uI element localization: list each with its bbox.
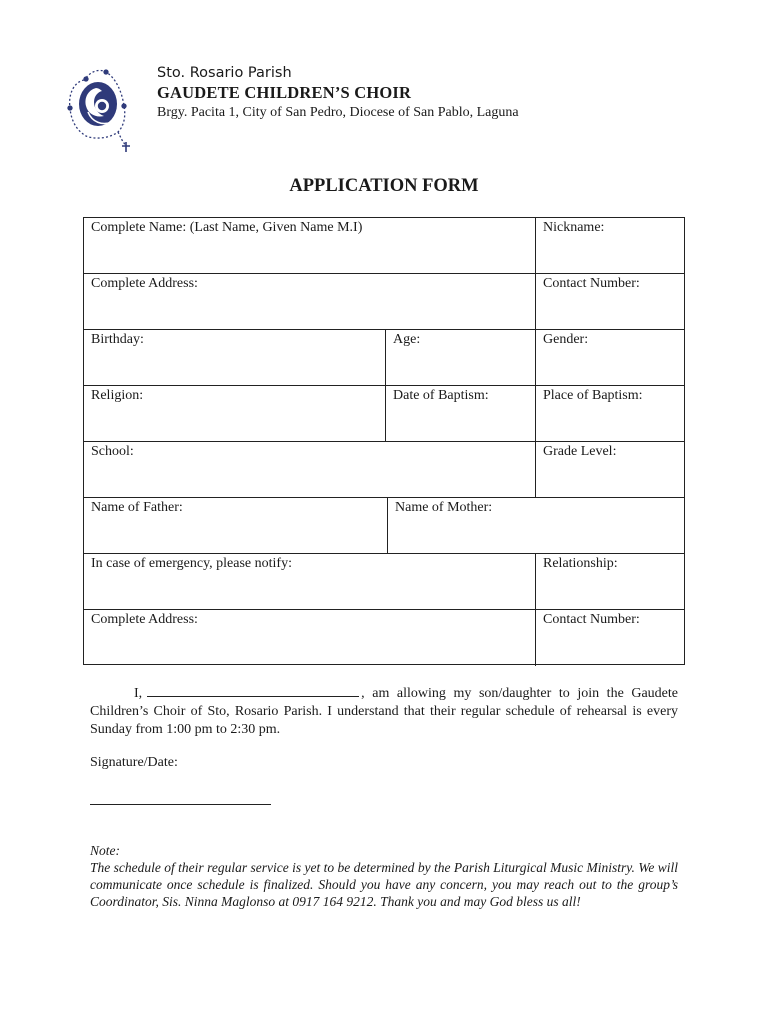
emergency-contact-field[interactable]	[84, 554, 535, 609]
parish-address: Brgy. Pacita 1, City of San Pedro, Diocese of San Pablo, Laguna	[157, 105, 519, 120]
consent-text: , am allowing my son/daughter to join the Gaudete Children’s Choir of Sto, Rosario Parish. I understand that their regular schedule of rehearsal is every Sunday from 1:00 pm to 2:30 pm.	[90, 686, 678, 737]
guardian-name-blank[interactable]	[147, 682, 359, 697]
religion-field[interactable]	[84, 386, 385, 441]
form-row-religion	[84, 386, 684, 442]
gender-label: Gender:	[543, 332, 589, 347]
note-block	[90, 842, 678, 910]
form-row-emergency-address	[84, 610, 684, 666]
form-row-parents	[84, 498, 684, 554]
nickname-label: Nickname:	[543, 220, 605, 235]
father-name-label: Name of Father:	[91, 500, 183, 515]
contact-number-field[interactable]	[535, 274, 684, 329]
age-label: Age:	[393, 332, 421, 347]
parish-logo	[62, 64, 142, 154]
grade-level-label: Grade Level:	[543, 444, 617, 459]
signature-label: Signature/Date:	[90, 755, 178, 770]
form-row-emergency	[84, 554, 684, 610]
emergency-contact-number-label: Contact Number:	[543, 612, 640, 627]
complete-name-label: Complete Name: (Last Name, Given Name M.I)	[91, 220, 363, 235]
form-row-address	[84, 274, 684, 330]
relationship-label: Relationship:	[543, 556, 618, 571]
complete-name-field[interactable]	[84, 218, 535, 273]
letterhead	[157, 64, 519, 122]
choir-name: GAUDETE CHILDREN’S CHOIR	[157, 83, 412, 102]
signature-line[interactable]	[90, 804, 271, 805]
complete-address-label: Complete Address:	[91, 276, 198, 291]
birthday-field[interactable]	[84, 330, 385, 385]
emergency-address-label: Complete Address:	[91, 612, 198, 627]
date-of-baptism-label: Date of Baptism:	[393, 388, 489, 403]
nickname-field[interactable]	[535, 218, 684, 273]
complete-address-field[interactable]	[84, 274, 535, 329]
place-of-baptism-field[interactable]	[535, 386, 684, 441]
place-of-baptism-label: Place of Baptism:	[543, 388, 643, 403]
emergency-contact-number-field[interactable]	[535, 610, 684, 666]
grade-level-field[interactable]	[535, 442, 684, 497]
relationship-field[interactable]	[535, 554, 684, 609]
parish-name: Sto. Rosario Parish	[157, 65, 292, 81]
school-label: School:	[91, 444, 134, 459]
form-row-school	[84, 442, 684, 498]
mother-name-field[interactable]	[387, 498, 684, 553]
emergency-contact-label: In case of emergency, please notify:	[91, 556, 292, 571]
age-field[interactable]	[385, 330, 535, 385]
father-name-field[interactable]	[84, 498, 387, 553]
madonna-icon	[79, 82, 117, 126]
form-row-name	[84, 218, 684, 274]
note-text: The schedule of their regular service is yet to be determined by the Parish Liturgical Music Ministry. We will communicate once schedule is finalized. Should you have any concern, you may reach out to the group’s Coordinator, Sis. Ninna Maglonso at 0917 164 9212. Thank you and may God bless us all!	[90, 860, 678, 909]
mother-name-label: Name of Mother:	[395, 500, 493, 515]
form-title: APPLICATION FORM	[289, 176, 479, 196]
form-row-birthday	[84, 330, 684, 386]
birthday-label: Birthday:	[91, 332, 144, 347]
emergency-address-field[interactable]	[84, 610, 535, 666]
religion-label: Religion:	[91, 388, 144, 403]
note-label: Note:	[90, 843, 120, 858]
gender-field[interactable]	[535, 330, 684, 385]
consent-prefix: I,	[134, 686, 143, 701]
application-form-table	[83, 217, 685, 665]
date-of-baptism-field[interactable]	[385, 386, 535, 441]
school-field[interactable]	[84, 442, 535, 497]
consent-statement	[90, 682, 678, 739]
contact-number-label: Contact Number:	[543, 276, 640, 291]
